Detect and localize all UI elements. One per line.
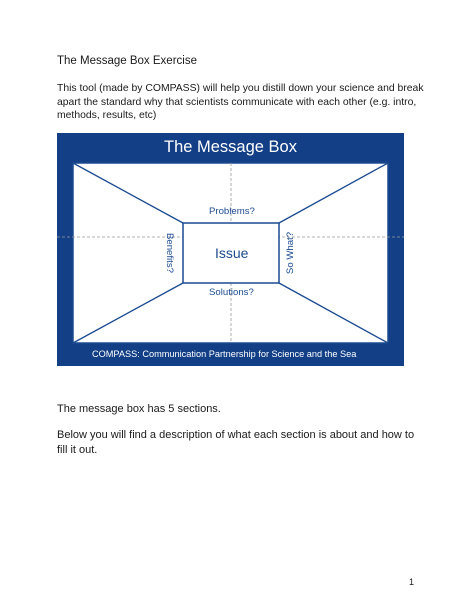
issue-label: Issue	[215, 245, 249, 261]
message-box-figure	[57, 133, 404, 366]
benefits-label: Benefits?	[164, 232, 175, 273]
sections-note: The message box has 5 sections.	[57, 403, 221, 415]
so-what-label: So What?	[285, 231, 296, 275]
intro-paragraph: This tool (made by COMPASS) will help you distill down your science and break apart the standard why that scientists communicate with each other (e.g. intro, methods, results, etc)	[57, 83, 424, 122]
diagram-footer: COMPASS: Communication Partnership for Science and the Sea	[92, 349, 357, 359]
diagram-title: The Message Box	[164, 138, 297, 156]
description-note: Below you will find a description of what each section is about and how to fill it out.	[57, 429, 415, 456]
page-number: 1	[409, 577, 415, 587]
document-heading: The Message Box Exercise	[57, 55, 197, 67]
problems-label: Problems?	[209, 206, 255, 217]
solutions-label: Solutions?	[209, 287, 254, 298]
